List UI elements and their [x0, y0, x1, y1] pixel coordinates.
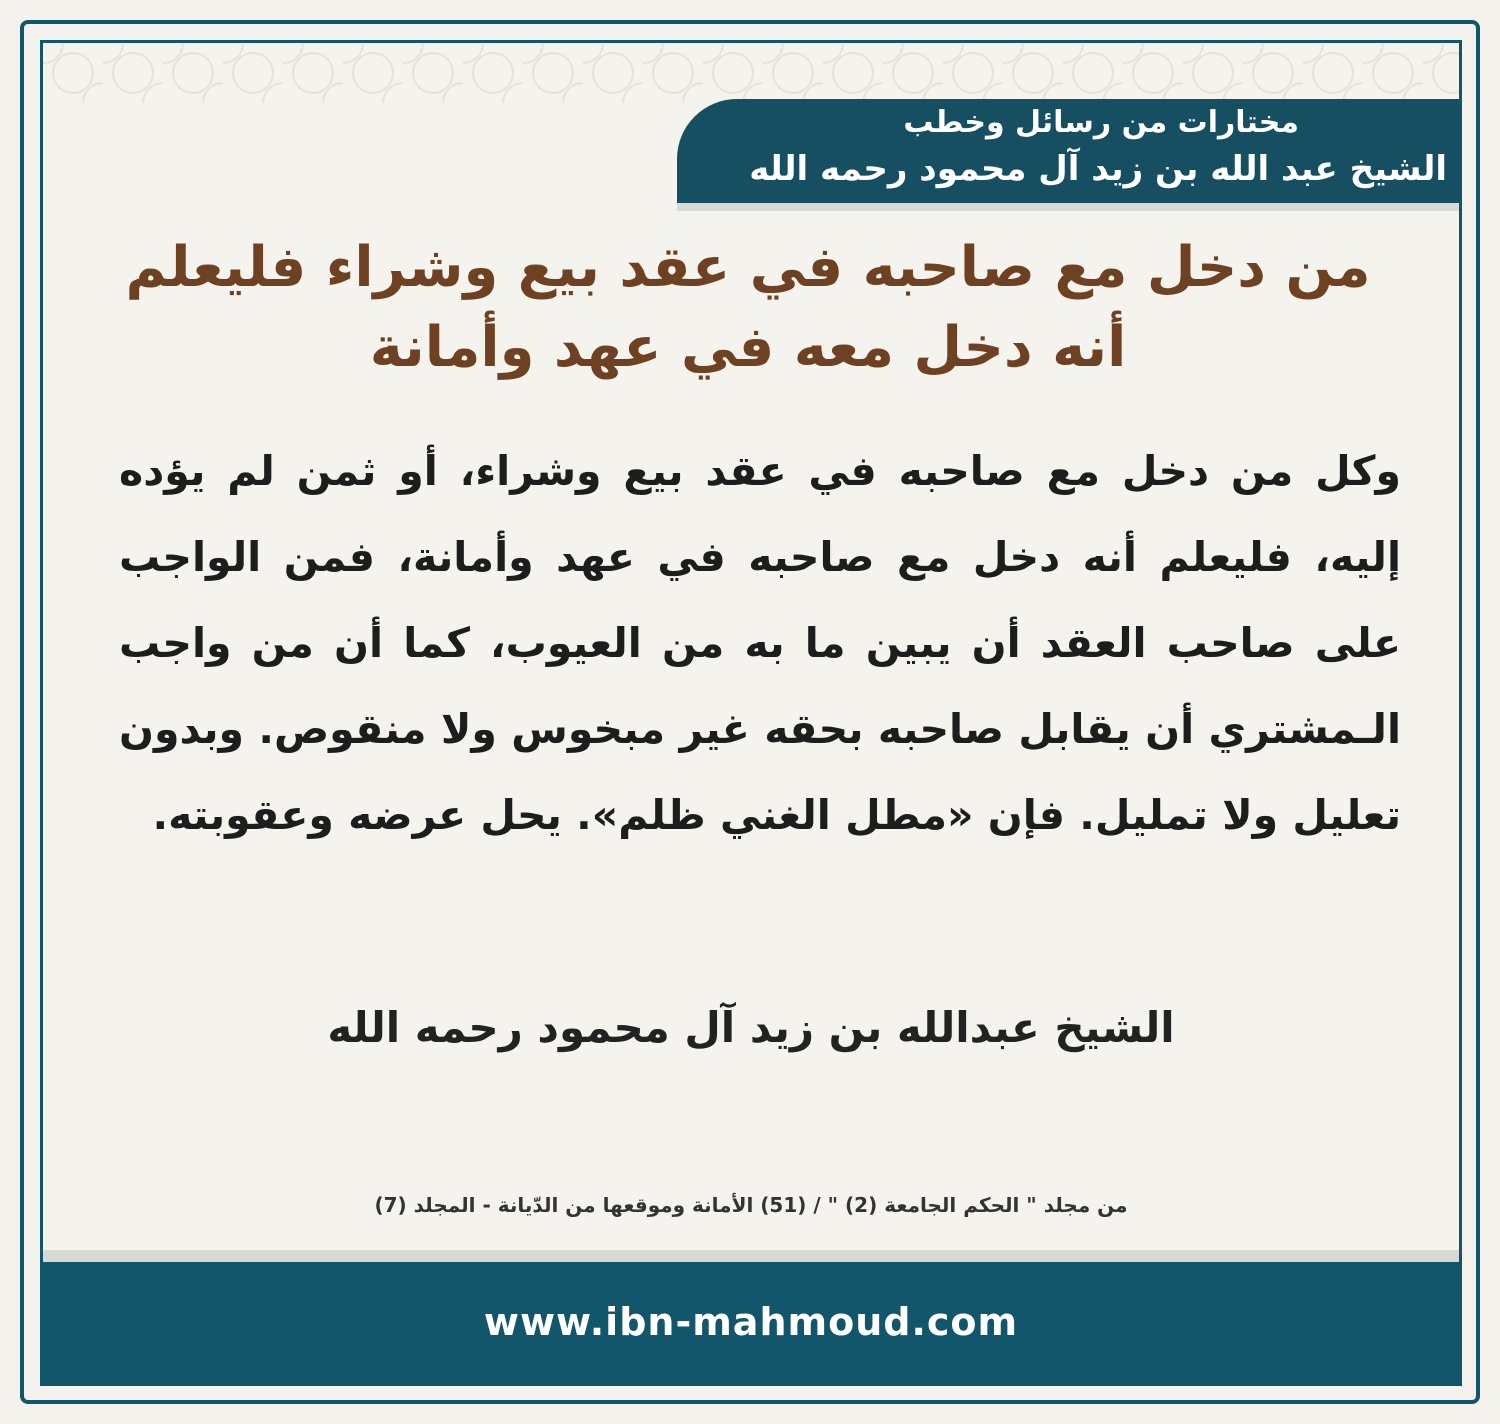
- decorative-pattern: [43, 43, 1459, 103]
- source-citation: من مجلد " الحكم الجامعة (2) " / (51) الأمانة وموقعها من الدّيانة - المجلد (7): [374, 1193, 1128, 1217]
- title-line-2: أنه دخل معه في عهد وأمانة: [369, 315, 1127, 380]
- header-author: الشيخ عبد الله بن زيد آل محمود رحمه الله: [749, 149, 1447, 189]
- author-signature: الشيخ عبدالله بن زيد آل محمود رحمه الله: [327, 1003, 1175, 1052]
- title-line-1: من دخل مع صاحبه في عقد بيع وشراء فليعلم: [125, 235, 1371, 300]
- divider: [43, 1250, 1459, 1262]
- article-body: وكل من دخل مع صاحبه في عقد بيع وشراء، أو ثمن لم يؤده إليه، فليعلم أنه دخل مع صاحبه في عهد وأمانة، فمن الواجب على صاحب العقد أن يبين ما به من العيوب، كما أن من واجب الـمشتري أن يقابل صاحبه بحقه غير مبخوس ولا منقوص. وبدون تعليل ولا تمليل. فإن «مطل الغني ظلم». يحل عرضه وعقوبته.: [119, 447, 1401, 839]
- header-banner: [677, 99, 1459, 203]
- footer-bar: [43, 1262, 1459, 1383]
- content-card: [40, 40, 1462, 1386]
- website-link[interactable]: www.ibn-mahmoud.com: [483, 1300, 1019, 1344]
- header-subtitle: مختارات من رسائل وخطب: [903, 105, 1299, 140]
- article-title: [113, 228, 1383, 388]
